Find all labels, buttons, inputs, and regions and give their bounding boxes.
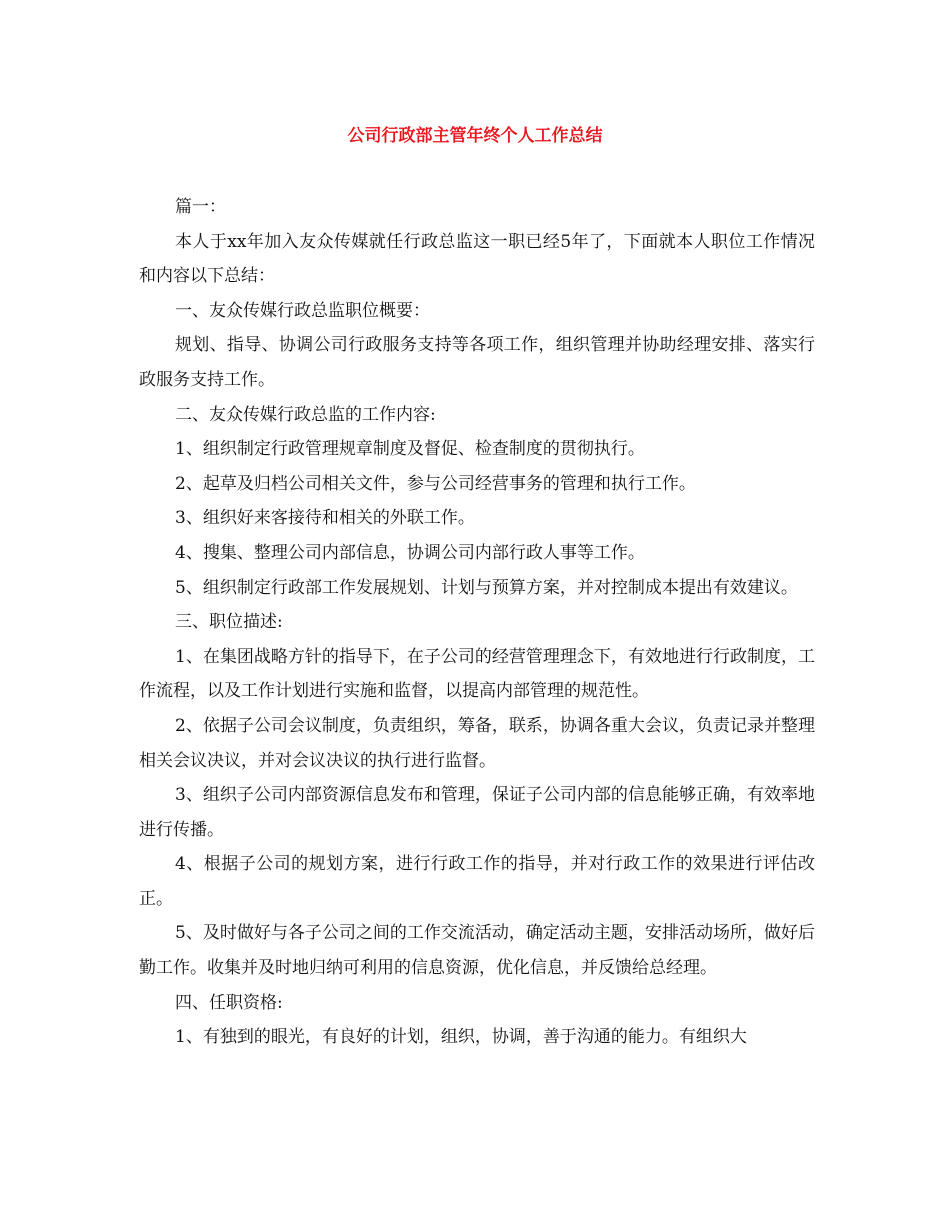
list-item-description-4: 4、根据子公司的规划方案，进行行政工作的指导，并对行政工作的效果进行评估改正。 — [139, 854, 815, 909]
list-item-duty-5: 5、组织制定行政部工作发展规划、计划与预算方案，并对控制成本提出有效建议。 — [175, 577, 798, 598]
list-item-duty-3: 3、组织好来客接待和相关的外联工作。 — [175, 508, 475, 529]
list-item-qualification-1: 1、有独到的眼光，有良好的计划，组织，协调，善于沟通的能力。有组织大 — [175, 1027, 747, 1048]
paragraph-overview: 规划、指导、协调公司行政服务支持等各项工作，组织管理并协助经理安排、落实行政服务支持工作。 — [139, 335, 815, 390]
heading-section-4: 四、任职资格: — [175, 992, 283, 1013]
heading-section-3: 三、职位描述: — [175, 612, 283, 633]
document-body — [139, 190, 815, 1055]
paragraph-intro: 本人于xx年加入友众传媒就任行政总监这一职已经5年了，下面就本人职位工作情况和内容以下总结： — [139, 231, 815, 287]
document-title: 公司行政部主管年终个人工作总结 — [347, 126, 603, 146]
list-item-duty-4: 4、搜集、整理公司内部信息，协调公司内部行政人事等工作。 — [175, 542, 645, 563]
paragraph-part-one: 篇一： — [175, 197, 226, 217]
list-item-description-5: 5、及时做好与各子公司之间的工作交流活动，确定活动主题，安排活动场所，做好后勤工作。收集并及时地归纳可利用的信息资源，优化信息，并反馈给总经理。 — [139, 923, 815, 979]
list-item-description-3: 3、组织子公司内部资源信息发布和管理，保证子公司内部的信息能够正确，有效率地进行传播。 — [139, 785, 815, 840]
list-item-description-2: 2、依据子公司会议制度，负责组织，筹备，联系，协调各重大会议，负责记录并整理相关会议决议，并对会议决议的执行进行监督。 — [139, 715, 815, 771]
list-item-duty-2: 2、起草及归档公司相关文件，参与公司经营事务的管理和执行工作。 — [175, 473, 696, 494]
heading-section-1: 一、友众传媒行政总监职位概要： — [175, 300, 430, 321]
heading-section-2: 二、友众传媒行政总监的工作内容: — [175, 404, 436, 425]
list-item-duty-1: 1、组织制定行政管理规章制度及督促、检查制度的贯彻执行。 — [175, 439, 645, 460]
list-item-description-1: 1、在集团战略方针的指导下，在子公司的经营管理理念下，有效地进行行政制度，工作流程，以及工作计划进行实施和监督，以提高内部管理的规范性。 — [139, 646, 815, 702]
